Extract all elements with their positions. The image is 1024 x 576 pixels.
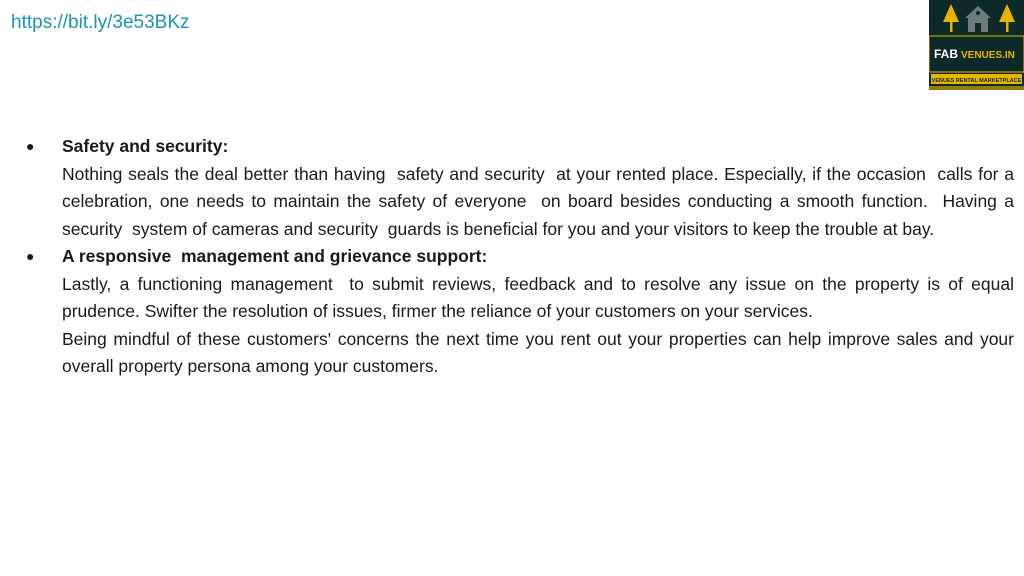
- source-link[interactable]: https://bit.ly/3e53BKz: [11, 12, 190, 33]
- section-paragraph: Nothing seals the deal better than having safety and security at your rented place. Especially, if the occasion calls for a celebration, one needs to maintain the safety of everyone on board besides conducting a smooth function. Having a security system of cameras and security guards is beneficial for you and your visitors to keep the trouble at bay.: [62, 163, 1019, 239]
- list-item-management: [26, 243, 1019, 381]
- fabvenues-logo: [929, 0, 1024, 90]
- bullet-icon: ●: [26, 248, 35, 264]
- svg-text:VENUES.IN: VENUES.IN: [961, 50, 1015, 61]
- section-heading: A responsive management and grievance support:: [62, 246, 488, 266]
- content-body: [26, 133, 1019, 381]
- svg-text:FAB: FAB: [934, 47, 958, 61]
- bullet-icon: ●: [26, 138, 35, 154]
- svg-text:VENUES RENTAL MARKETPLACE: VENUES RENTAL MARKETPLACE: [931, 78, 1022, 84]
- list-item-safety: [26, 133, 1019, 243]
- section-paragraph: Being mindful of these customers' concerns the next time you rent out your properties can help improve sales and your overall property persona among your customers.: [62, 328, 1019, 376]
- section-heading: Safety and security:: [62, 136, 229, 156]
- venue-house-with-trees-logo-icon: [929, 0, 1024, 90]
- section-paragraph: Lastly, a functioning management to submit reviews, feedback and to resolve any issue on the property is of equal prudence. Swifter the resolution of issues, firmer the reliance of your customers on your services.: [62, 273, 1019, 321]
